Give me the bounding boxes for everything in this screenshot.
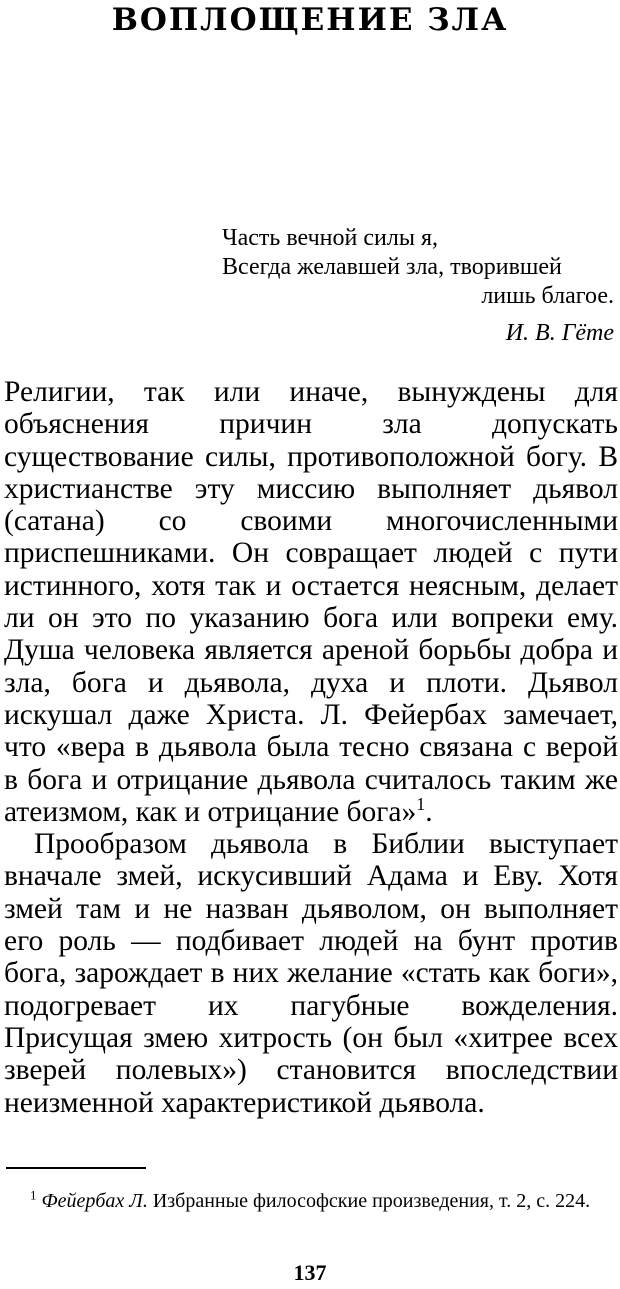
paragraph [4,828,618,1119]
footnote-author: Фейербах Л. [41,1190,148,1212]
epigraph-line: Всегда желавшей зла, творившей [222,254,562,280]
paragraph-text: Религии, так или иначе, вынуждены для объяснения причин зла допускать существование силы, противоположной богу. В христианстве эту миссию выполняет дьявол (сатана) со своими многочисленными приспешниками. Он совращает людей с пути истинного, хотя так и остается неясным, делает ли он это по указанию бога или вопреки ему. Душа человека является ареной борьбы добра и зла, бога и дьявола, духа и плоти. Дьявол искушал даже Христа. Л. Фейербах замечает, что «вера в дьявола была тесно связана с верой в бога и отрицание дьявола считалось таким же атеизмом, как и отрицание бога» [4,376,618,828]
footnote-reference: 1 [416,794,426,815]
epigraph-author: И. В. Гёте [505,320,614,346]
paragraph-text: Прообразом дьявола в Библии выступает вначале змей, искусивший Адама и Еву. Хотя змей там и не назван дьяволом, он выполняет его роль — подбивает людей на бунт против бога, зарождает в них желание «стать как боги», подогревает их пагубные вожделения. Присущая змею хитрость (он был «хитрее всех зверей полевых») становится впоследствии неизменной характеристикой дьявола. [4,828,618,1119]
paragraph [4,376,618,828]
chapter-title: ВОПЛОЩЕНИЕ ЗЛА [111,2,509,38]
footnote-number: 1 [30,1187,37,1203]
epigraph [214,224,614,348]
body-text [4,376,618,1119]
paragraph-end: . [425,795,433,828]
epigraph-line: Часть вечной силы я, [222,225,438,251]
epigraph-line: лишь благое. [481,283,614,309]
footnote-text: Избранные философские произведения, т. 2, с. 224. [147,1190,591,1212]
footnote-divider [6,1167,146,1169]
page-number: 137 [293,1260,327,1285]
footnote [4,1189,616,1213]
